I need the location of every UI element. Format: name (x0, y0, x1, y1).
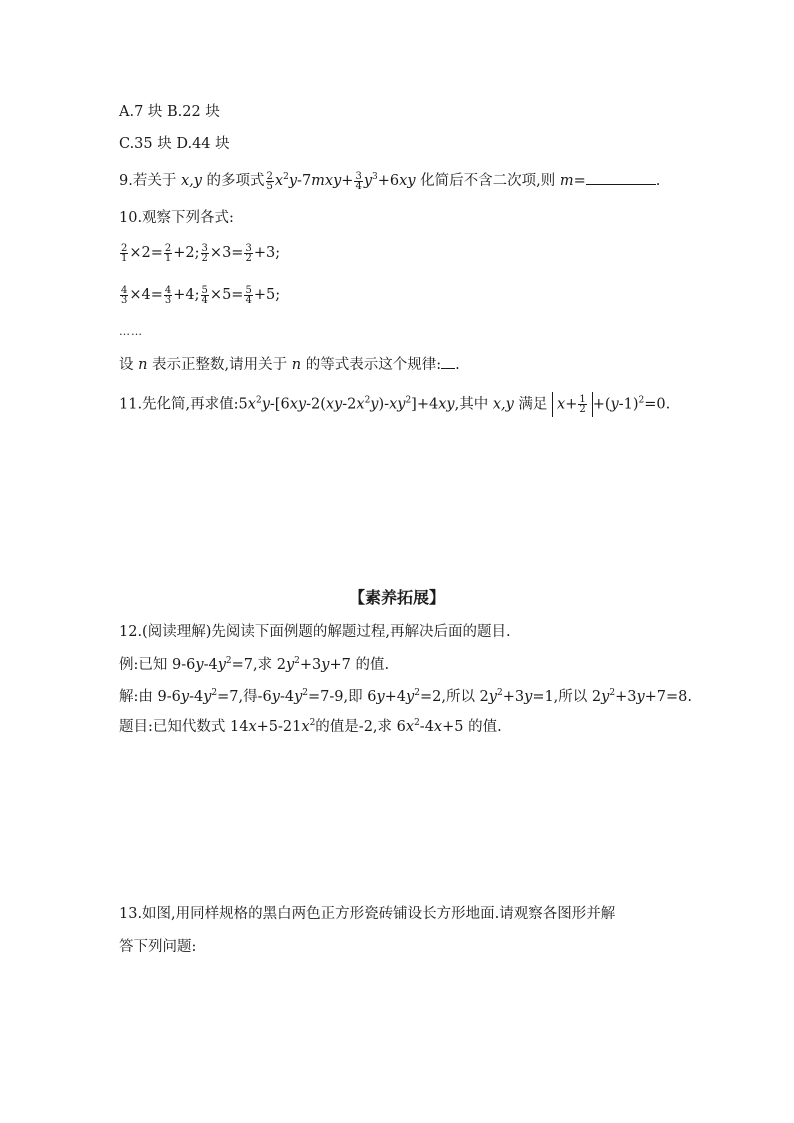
question-13-line-1: 13.如图,用同样规格的黑白两色正方形瓷砖铺设长方形地面.请观察各图形并解 (119, 906, 616, 922)
q12-task: 题目:已知代数式 $14x+5-21x^2$的值是-2,求 $6x^2-4x+5$ 的值. (119, 718, 502, 735)
options-cd: C.35 块 D.44 块 (119, 136, 230, 152)
section-heading: 【素养拓展】 (348, 588, 445, 607)
q10-rule: 设 n 表示正整数,请用关于 n 的等式表示这个规律: . (119, 354, 460, 375)
q10-formula-line-1: $\frac{2}{1}$ ×2= $\frac{2}{1}$ +2; $\frac{3}{2}$ ×3= $\frac{3}{2}$ +3; (121, 242, 281, 264)
answer-blank (441, 354, 455, 369)
fraction: $\frac{3}{4}$ (355, 170, 362, 192)
question-12-title: 12.(阅读理解)先阅读下面例题的解题过程,再解决后面的题目. (119, 624, 511, 640)
question-10-title: 10.观察下列各式: (119, 210, 234, 226)
question-11: 11.先化简,再求值$:5x^2y-[6xy-2(xy-2x^2y)-xy^2]+4xy$,其中 x,y 满足 x+ $\frac{1}{2}$ $+(y-1)^2=0$. (119, 394, 671, 415)
ellipsis: …… (119, 325, 143, 338)
q10-formula-line-2: $\frac{4}{3}$ ×4= $\frac{4}{3}$ +4; $\frac{5}{4}$ ×5= $\frac{5}{4}$ +5; (121, 284, 281, 306)
q9-text-2: 的多项式 (201, 173, 265, 189)
q12-solution: 解:由 $9-6y-4y^2=7$,得$-6y-4y^2=7-9$,即 $6y+4y^2=2$,所以 $2y^2+3y=1$,所以 $2y^2+3y+7=8$. (119, 688, 693, 705)
question-9: 9.若关于 x,y 的多项式 $\frac{2}{5}$ $x^2y-7mxy+$ $\frac{3}{4}$ $y^3+6xy$ 化简后不含二次项,则 m= . (119, 170, 661, 192)
q12-example: 例:已知 $9-6y-4y^2=7$,求 $2y^2+3y+7$ 的值. (119, 656, 390, 673)
q9-vars: x,y (180, 173, 202, 189)
q9-text: 9.若关于 (119, 173, 181, 189)
absolute-value: x+ $\frac{1}{2}$ (552, 392, 593, 417)
answer-blank (586, 170, 656, 185)
question-13-line-2: 答下列问题: (119, 939, 197, 955)
fraction: $\frac{2}{5}$ (266, 170, 273, 192)
options-ab: A.7 块 B.22 块 (119, 104, 220, 120)
